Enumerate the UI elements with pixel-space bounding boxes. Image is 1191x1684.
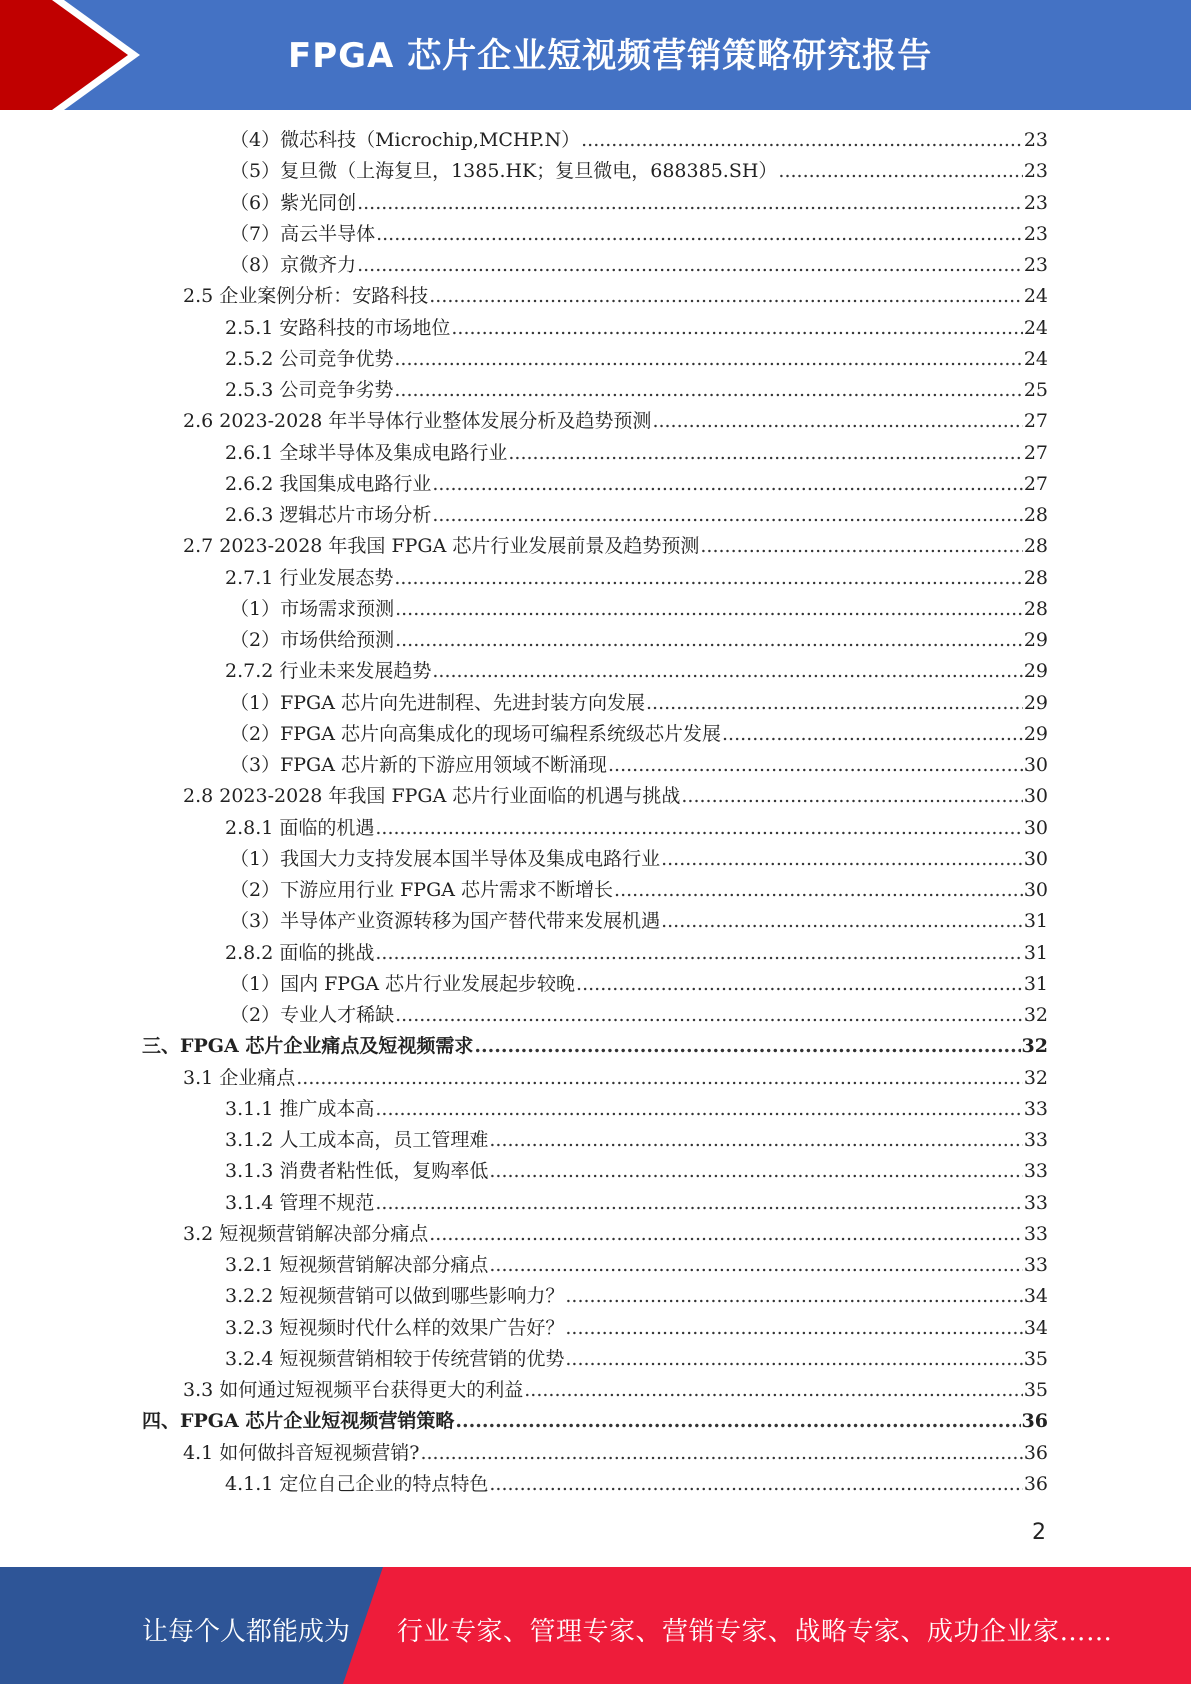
toc-leader-dots xyxy=(661,908,1023,934)
toc-leader-dots xyxy=(375,1190,1022,1216)
toc-leader-dots xyxy=(395,627,1023,653)
toc-leader-dots xyxy=(420,1440,1022,1466)
toc-entry-page: 25 xyxy=(1023,379,1048,401)
toc-entry[interactable] xyxy=(230,190,1048,216)
toc-leader-dots xyxy=(608,752,1023,778)
toc-leader-dots xyxy=(489,1127,1022,1153)
toc-leader-dots xyxy=(375,940,1022,966)
toc-leader-dots xyxy=(681,783,1022,809)
toc-entry[interactable] xyxy=(225,1315,1048,1341)
toc-entry-title: 3.1.1 推广成本高 xyxy=(225,1097,375,1120)
toc-entry[interactable] xyxy=(225,502,1048,528)
toc-leader-dots xyxy=(432,658,1022,684)
toc-entry[interactable] xyxy=(225,815,1048,841)
toc-entry-title: 2.5 企业案例分析：安路科技 xyxy=(183,285,429,308)
toc-entry[interactable] xyxy=(230,971,1048,997)
toc-entry-title: （3）FPGA 芯片新的下游应用领域不断涌现 xyxy=(230,754,607,776)
toc-leader-dots xyxy=(614,877,1023,903)
toc-entry-page: 24 xyxy=(1023,347,1048,370)
toc-entry-title: （8）京微齐力 xyxy=(230,254,357,276)
toc-entry-page: 29 xyxy=(1023,691,1048,714)
toc-entry[interactable] xyxy=(183,1065,1048,1091)
toc-entry-title: 2.6.1 全球半导体及集成电路行业 xyxy=(225,441,508,464)
toc-entry-title: 2.7.2 行业未来发展趋势 xyxy=(225,660,432,683)
toc-entry-page: 30 xyxy=(1023,847,1048,870)
toc-entry-title: 3.2.3 短视频时代什么样的效果广告好？ xyxy=(225,1316,565,1339)
toc-entry[interactable] xyxy=(230,1002,1048,1028)
toc-entry-page: 23 xyxy=(1023,129,1048,151)
toc-entry-page: 29 xyxy=(1023,722,1048,745)
toc-entry[interactable] xyxy=(225,1127,1048,1153)
toc-leader-dots xyxy=(489,1158,1022,1184)
toc-entry-page: 23 xyxy=(1023,254,1048,276)
toc-entry-page: 35 xyxy=(1023,1347,1048,1370)
toc-entry[interactable] xyxy=(225,1190,1048,1216)
toc-leader-dots xyxy=(661,846,1023,872)
toc-entry-title: （4）微芯科技（Microchip,MCHP.N） xyxy=(230,129,581,151)
toc-entry-page: 32 xyxy=(1023,1066,1048,1089)
toc-entry-title: （7）高云半导体 xyxy=(230,222,376,245)
toc-entry-title: 2.7 2023-2028 年我国 FPGA 芯片行业发展前景及趋势预测 xyxy=(183,535,700,558)
toc-leader-dots xyxy=(375,1096,1022,1122)
toc-entry-page: 33 xyxy=(1023,1097,1048,1120)
toc-entry[interactable] xyxy=(230,752,1048,778)
toc-entry-title: （1）市场需求预测 xyxy=(230,597,395,620)
toc-entry-page: 23 xyxy=(1023,222,1048,245)
toc-entry-title: 2.6.3 逻辑芯片市场分析 xyxy=(225,504,432,526)
toc-entry-title: 3.3 如何通过短视频平台获得更大的利益 xyxy=(183,1379,524,1401)
toc-leader-dots xyxy=(508,440,1022,466)
toc-entry-title: （5）复旦微（上海复旦，1385.HK；复旦微电，688385.SH） xyxy=(230,160,778,183)
toc-leader-dots xyxy=(700,533,1022,559)
toc-leader-dots xyxy=(565,1283,1022,1309)
toc-entry-title: 3.2 短视频营销解决部分痛点 xyxy=(183,1222,429,1245)
toc-entry-page: 36 xyxy=(1023,1472,1048,1495)
page-header xyxy=(0,0,1191,110)
toc-entry-page: 32 xyxy=(1021,1035,1048,1058)
toc-entry[interactable] xyxy=(230,721,1048,747)
toc-leader-dots xyxy=(357,190,1023,216)
toc-entry[interactable] xyxy=(230,846,1048,872)
toc-leader-dots xyxy=(576,971,1023,997)
toc-entry[interactable] xyxy=(142,1408,1048,1434)
toc-entry-title: 2.6 2023-2028 年半导体行业整体发展分析及趋势预测 xyxy=(183,410,652,433)
toc-entry-page: 24 xyxy=(1023,316,1048,339)
toc-entry-page: 31 xyxy=(1023,941,1048,964)
toc-entry-page: 31 xyxy=(1023,972,1048,995)
report-title: FPGA 芯片企业短视频营销策略研究报告 xyxy=(288,36,933,76)
toc-entry-page: 23 xyxy=(1023,160,1048,183)
toc-leader-dots xyxy=(432,502,1022,528)
toc-entry-page: 28 xyxy=(1023,535,1048,558)
toc-entry-page: 30 xyxy=(1023,785,1048,808)
toc-entry-title: 三、FPGA 芯片企业痛点及短视频需求 xyxy=(142,1035,474,1058)
toc-entry[interactable] xyxy=(225,1096,1048,1122)
toc-entry-title: 2.8.1 面临的机遇 xyxy=(225,816,375,839)
toc-leader-dots xyxy=(395,596,1023,622)
toc-entry[interactable] xyxy=(142,1033,1048,1059)
toc-entry-page: 30 xyxy=(1023,879,1048,901)
toc-entry-title: （2）下游应用行业 FPGA 芯片需求不断增长 xyxy=(230,879,614,901)
toc-entry[interactable] xyxy=(225,1283,1048,1309)
toc-leader-dots xyxy=(394,346,1022,372)
toc-entry[interactable] xyxy=(183,783,1048,809)
toc-leader-dots xyxy=(565,1346,1022,1372)
toc-leader-dots xyxy=(581,127,1023,153)
toc-entry[interactable] xyxy=(225,1158,1048,1184)
page-number: 2 xyxy=(1032,1520,1046,1545)
toc-entry-page: 29 xyxy=(1023,629,1048,651)
toc-entry-title: 3.2.2 短视频营销可以做到哪些影响力？ xyxy=(225,1285,565,1308)
toc-leader-dots xyxy=(489,1471,1022,1497)
toc-entry-title: 2.7.1 行业发展态势 xyxy=(225,566,394,589)
toc-leader-dots xyxy=(722,721,1023,747)
toc-leader-dots xyxy=(375,815,1022,841)
toc-entry-title: 4.1.1 定位自己企业的特点特色 xyxy=(225,1472,489,1495)
toc-entry[interactable] xyxy=(183,408,1048,434)
toc-entry-title: 2.5.1 安路科技的市场地位 xyxy=(225,316,451,339)
toc-leader-dots xyxy=(394,565,1022,591)
toc-entry-title: 3.1.3 消费者粘性低，复购率低 xyxy=(225,1160,489,1183)
toc-entry-page: 36 xyxy=(1023,1441,1048,1464)
toc-entry-page: 33 xyxy=(1023,1222,1048,1245)
toc-entry[interactable] xyxy=(230,252,1048,278)
toc-entry[interactable] xyxy=(230,627,1048,653)
toc-entry[interactable] xyxy=(183,283,1048,309)
toc-leader-dots xyxy=(432,471,1022,497)
toc-entry-title: 3.1 企业痛点 xyxy=(183,1066,296,1089)
footer-slogan-left: 让每个人都能成为 xyxy=(142,1617,351,1647)
toc-entry[interactable] xyxy=(230,158,1048,184)
toc-entry-title: （2）FPGA 芯片向高集成化的现场可编程系统级芯片发展 xyxy=(230,722,721,745)
toc-entry[interactable] xyxy=(230,877,1048,903)
toc-leader-dots xyxy=(524,1377,1023,1403)
toc-entry-title: （2）市场供给预测 xyxy=(230,629,395,651)
toc-entry-title: （1）FPGA 芯片向先进制程、先进封装方向发展 xyxy=(230,691,645,714)
toc-entry-page: 33 xyxy=(1023,1254,1048,1276)
toc-leader-dots xyxy=(429,1221,1023,1247)
toc-entry[interactable] xyxy=(230,127,1048,153)
toc-leader-dots xyxy=(376,221,1023,247)
toc-entry-title: 2.5.3 公司竞争劣势 xyxy=(225,379,394,401)
toc-entry-title: （3）半导体产业资源转移为国产替代带来发展机遇 xyxy=(230,910,661,933)
toc-entry-title: （1）我国大力支持发展本国半导体及集成电路行业 xyxy=(230,847,661,870)
toc-leader-dots xyxy=(489,1252,1022,1278)
toc-entry-title: 2.6.2 我国集成电路行业 xyxy=(225,472,432,495)
toc-entry[interactable] xyxy=(183,1440,1048,1466)
toc-leader-dots xyxy=(646,690,1023,716)
toc-entry-title: （6）紫光同创 xyxy=(230,191,357,214)
toc-entry-title: 3.2.4 短视频营销相较于传统营销的优势 xyxy=(225,1347,565,1370)
toc-entry[interactable] xyxy=(225,471,1048,497)
toc-entry-title: 3.2.1 短视频营销解决部分痛点 xyxy=(225,1254,489,1276)
toc-leader-dots xyxy=(565,1315,1022,1341)
toc-entry-title: 2.8.2 面临的挑战 xyxy=(225,941,375,964)
toc-entry-page: 30 xyxy=(1023,816,1048,839)
toc-entry-page: 29 xyxy=(1023,660,1048,683)
toc-entry[interactable] xyxy=(183,533,1048,559)
toc-leader-dots xyxy=(296,1065,1023,1091)
toc-leader-dots xyxy=(652,408,1022,434)
toc-entry[interactable] xyxy=(230,690,1048,716)
toc-entry[interactable] xyxy=(225,315,1048,341)
toc-entry-page: 30 xyxy=(1023,754,1048,776)
toc-entry-title: 2.8 2023-2028 年我国 FPGA 芯片行业面临的机遇与挑战 xyxy=(183,785,681,808)
toc-entry[interactable] xyxy=(230,596,1048,622)
toc-entry-title: 3.1.4 管理不规范 xyxy=(225,1191,375,1214)
toc-entry-page: 33 xyxy=(1023,1191,1048,1214)
toc-entry[interactable] xyxy=(225,940,1048,966)
toc-entry-page: 23 xyxy=(1023,191,1048,214)
toc-entry[interactable] xyxy=(225,565,1048,591)
toc-entry-page: 28 xyxy=(1023,504,1048,526)
toc-leader-dots xyxy=(394,377,1022,403)
toc-entry[interactable] xyxy=(225,346,1048,372)
toc-entry[interactable] xyxy=(183,1221,1048,1247)
toc-entry[interactable] xyxy=(230,221,1048,247)
toc-leader-dots xyxy=(474,1033,1020,1059)
toc-entry-page: 31 xyxy=(1023,910,1048,933)
toc-entry-page: 33 xyxy=(1023,1129,1048,1151)
toc-entry-page: 27 xyxy=(1023,410,1048,433)
toc-entry-page: 28 xyxy=(1023,566,1048,589)
toc-leader-dots xyxy=(357,252,1023,278)
page-footer xyxy=(0,1567,1191,1684)
toc-leader-dots xyxy=(451,315,1022,341)
toc-entry-page: 36 xyxy=(1021,1410,1048,1433)
toc-entry-title: 4.1 如何做抖音短视频营销? xyxy=(183,1441,420,1464)
toc-entry-title: （2）专业人才稀缺 xyxy=(230,1004,395,1026)
toc-entry-title: 四、FPGA 芯片企业短视频营销策略 xyxy=(142,1410,455,1433)
toc-entry[interactable] xyxy=(225,440,1048,466)
toc-entry-page: 35 xyxy=(1023,1379,1048,1401)
footer-slogan-right: 行业专家、管理专家、营销专家、战略专家、成功企业家…… xyxy=(397,1617,1113,1647)
toc-entry-page: 34 xyxy=(1023,1285,1048,1308)
toc-entry-page: 27 xyxy=(1023,441,1048,464)
toc-entry-title: （1）国内 FPGA 芯片行业发展起步较晚 xyxy=(230,972,576,995)
toc-entry[interactable] xyxy=(225,1252,1048,1278)
toc-entry[interactable] xyxy=(230,908,1048,934)
toc-entry-page: 28 xyxy=(1023,597,1048,620)
toc-leader-dots xyxy=(395,1002,1023,1028)
toc-entry-page: 34 xyxy=(1023,1316,1048,1339)
toc-entry[interactable] xyxy=(225,377,1048,403)
toc-entry[interactable] xyxy=(225,1471,1048,1497)
toc-entry-title: 3.1.2 人工成本高，员工管理难 xyxy=(225,1129,489,1151)
toc-leader-dots xyxy=(429,283,1023,309)
toc-entry[interactable] xyxy=(183,1377,1048,1403)
toc-entry-page: 33 xyxy=(1023,1160,1048,1183)
toc-entry[interactable] xyxy=(225,658,1048,684)
toc-entry-title: 2.5.2 公司竞争优势 xyxy=(225,347,394,370)
toc-leader-dots xyxy=(778,158,1022,184)
toc-leader-dots xyxy=(455,1408,1020,1434)
toc-entry-page: 27 xyxy=(1023,472,1048,495)
toc-entry-page: 24 xyxy=(1023,285,1048,308)
toc-entry[interactable] xyxy=(225,1346,1048,1372)
toc-entry-page: 32 xyxy=(1023,1004,1048,1026)
